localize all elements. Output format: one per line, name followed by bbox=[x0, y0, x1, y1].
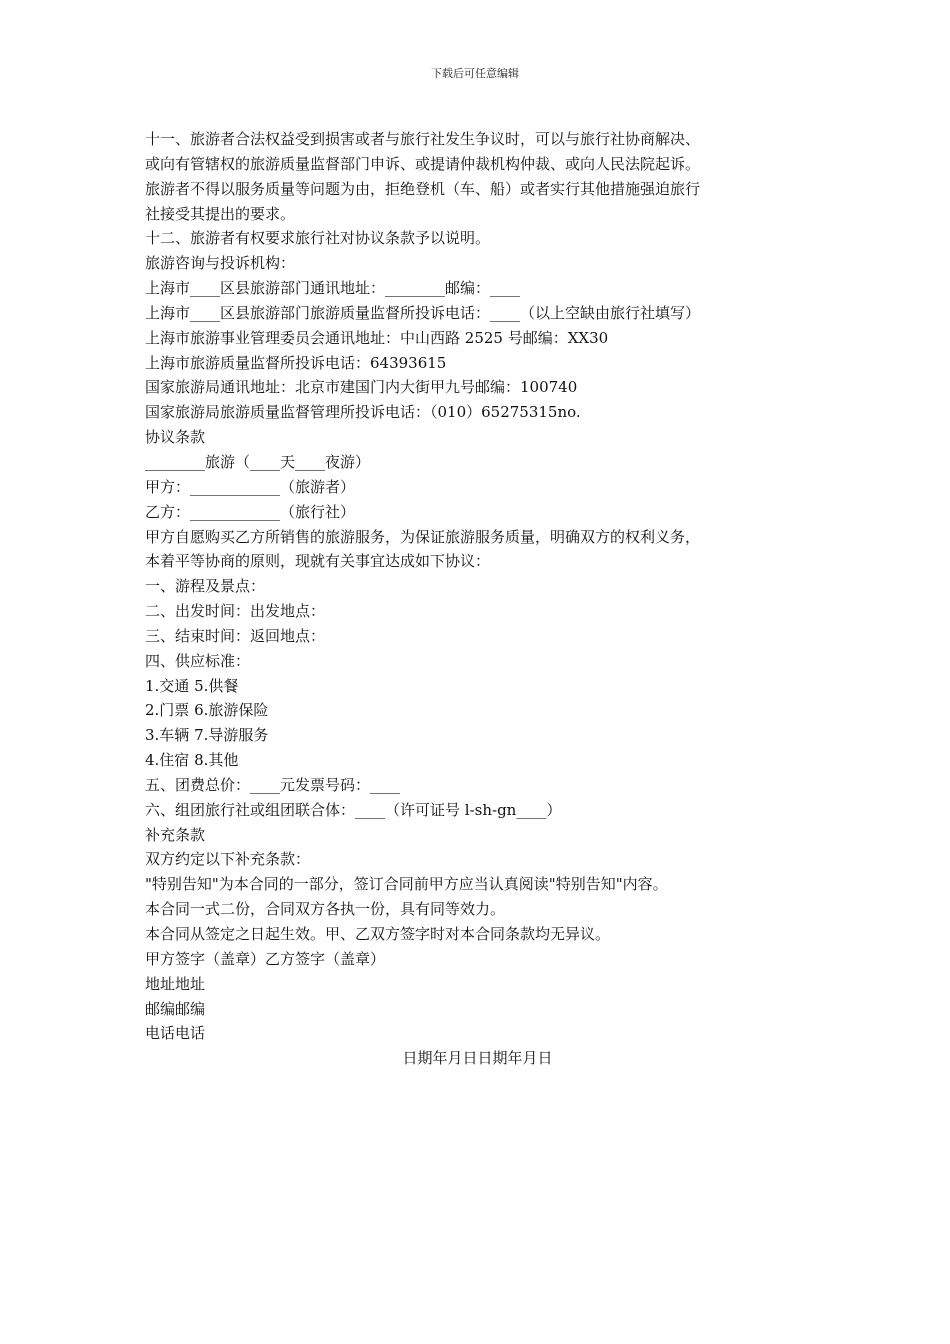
page-header-note: 下载后可任意编辑 bbox=[431, 67, 519, 80]
text-line: 旅游者不得以服务质量等问题为由，拒绝登机（车、船）或者实行其他措施强迫旅行 bbox=[145, 179, 701, 198]
text-line: ________旅游（____天____夜游） bbox=[145, 452, 371, 471]
text-line: 社接受其提出的要求。 bbox=[145, 204, 296, 223]
text-line: 乙方：____________（旅行社） bbox=[145, 502, 356, 521]
text-line: 旅游咨询与投诉机构： bbox=[145, 254, 296, 273]
text-line: 双方约定以下补充条款： bbox=[145, 850, 311, 869]
text-line: 本合同从签定之日起生效。甲、乙双方签字时对本合同条款均无异议。 bbox=[145, 925, 611, 943]
document-body bbox=[145, 127, 810, 1071]
text-line: 四、供应标准： bbox=[145, 651, 251, 670]
phone-line: 电话电话 bbox=[145, 1024, 206, 1043]
section-title: 补充条款 bbox=[145, 825, 206, 844]
text-line: 上海市旅游质量监督所投诉电话：64393615 bbox=[145, 353, 447, 372]
text-line: 二、出发时间：出发地点： bbox=[145, 602, 326, 621]
date-line: 日期年月日日期年月日 bbox=[402, 1049, 553, 1068]
text-line: 4.住宿 8.其他 bbox=[145, 751, 239, 770]
text-line: 十二、旅游者有权要求旅行社对协议条款予以说明。 bbox=[145, 229, 491, 248]
text-line: 五、团费总价：____元发票号码：____ bbox=[145, 775, 401, 794]
text-line: 一、游程及景点： bbox=[145, 577, 266, 596]
text-line: 三、结束时间：返回地点： bbox=[145, 626, 326, 645]
text-line: 国家旅游局通讯地址：北京市建国门内大街甲九号邮编：100740 bbox=[145, 378, 578, 397]
text-line: 1.交通 5.供餐 bbox=[145, 676, 239, 695]
text-line: 十一、旅游者合法权益受到损害或者与旅行社发生争议时，可以与旅行社协商解决、 bbox=[145, 130, 701, 148]
text-line: "特别告知"为本合同的一部分，签订合同前甲方应当认真阅读"特别告知"内容。 bbox=[145, 875, 668, 894]
text-line: 上海市____区县旅游部门通讯地址：________邮编：____ bbox=[145, 279, 521, 298]
section-title: 协议条款 bbox=[145, 428, 206, 447]
postcode-line: 邮编邮编 bbox=[145, 999, 206, 1018]
text-line: 国家旅游局旅游质量监督管理所投诉电话：（010）65275315no. bbox=[145, 403, 581, 422]
text-line: 3.车辆 7.导游服务 bbox=[145, 726, 269, 745]
text-line: 本合同一式二份，合同双方各执一份，具有同等效力。 bbox=[145, 900, 506, 919]
signature-line: 甲方签字（盖章）乙方签字（盖章） bbox=[145, 949, 386, 968]
text-line: 上海市____区县旅游部门旅游质量监督所投诉电话：____（以上空缺由旅行社填写） bbox=[145, 303, 701, 322]
text-line: 甲方：____________（旅游者） bbox=[145, 477, 356, 496]
text-line: 或向有管辖权的旅游质量监督部门申诉、或提请仲裁机构仲裁、或向人民法院起诉。 bbox=[145, 154, 701, 173]
text-line: 2.门票 6.旅游保险 bbox=[145, 701, 269, 720]
text-line: 甲方自愿购买乙方所销售的旅游服务，为保证旅游服务质量，明确双方的权利义务， bbox=[145, 527, 701, 546]
address-line: 地址地址 bbox=[145, 974, 206, 993]
text-line: 上海市旅游事业管理委员会通讯地址：中山西路 2525 号邮编：XX30 bbox=[145, 328, 609, 347]
text-line: 本着平等协商的原则，现就有关事宜达成如下协议： bbox=[145, 552, 491, 571]
text-line: 六、组团旅行社或组团联合体：____（许可证号 l-sh-gn____） bbox=[145, 800, 562, 819]
